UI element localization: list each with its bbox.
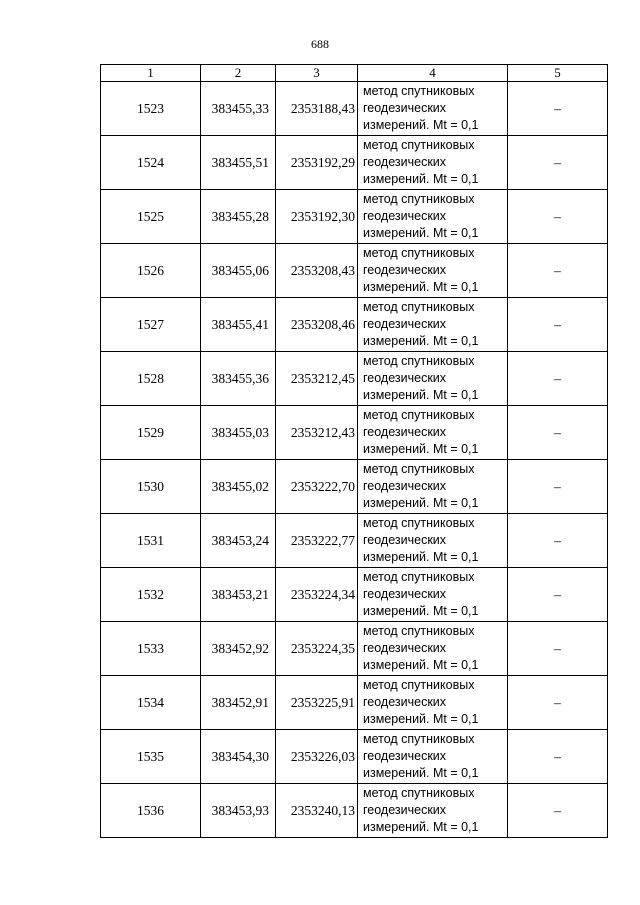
x-coordinate-cell: 383455,36 [201,352,276,406]
method-line: геодезических [363,155,447,169]
method-cell [358,568,508,622]
method-line: измерений. Mt = 0,1 [363,388,479,402]
table-row [101,352,608,406]
point-number-cell: 1534 [101,676,201,730]
x-coordinate-cell: 383453,93 [201,784,276,838]
table-header-row [101,65,608,82]
point-number-cell: 1531 [101,514,201,568]
x-coordinate-cell: 383454,30 [201,730,276,784]
table-row [101,298,608,352]
method-line: измерений. Mt = 0,1 [363,496,479,510]
dash-cell: – [508,298,608,352]
method-line: измерений. Mt = 0,1 [363,118,479,132]
method-line: метод спутниковых [363,570,475,584]
dash-cell: – [508,460,608,514]
y-coordinate-cell: 2353212,45 [276,352,358,406]
method-line: метод спутниковых [363,732,475,746]
table-row [101,190,608,244]
dash-cell: – [508,190,608,244]
x-coordinate-cell: 383453,24 [201,514,276,568]
method-line: измерений. Mt = 0,1 [363,820,479,834]
point-number-cell: 1532 [101,568,201,622]
point-number-cell: 1529 [101,406,201,460]
table-row [101,622,608,676]
method-line: метод спутниковых [363,408,475,422]
dash-cell: – [508,730,608,784]
dash-cell: – [508,676,608,730]
method-line: геодезических [363,101,447,115]
x-coordinate-cell: 383455,28 [201,190,276,244]
y-coordinate-cell: 2353188,43 [276,82,358,136]
method-cell [358,352,508,406]
x-coordinate-cell: 383455,41 [201,298,276,352]
dash-cell: – [508,244,608,298]
x-coordinate-cell: 383455,02 [201,460,276,514]
y-coordinate-cell: 2353192,29 [276,136,358,190]
method-cell [358,784,508,838]
table-row [101,514,608,568]
x-coordinate-cell: 383455,51 [201,136,276,190]
method-line: геодезических [363,641,447,655]
method-line: геодезических [363,587,447,601]
x-coordinate-cell: 383452,92 [201,622,276,676]
method-line: метод спутниковых [363,786,475,800]
method-cell [358,622,508,676]
method-line: геодезических [363,371,447,385]
column-header-1: 1 [101,65,201,82]
table-row [101,730,608,784]
point-number-cell: 1535 [101,730,201,784]
method-line: геодезических [363,209,447,223]
method-cell [358,136,508,190]
method-line: метод спутниковых [363,84,475,98]
method-line: геодезических [363,749,447,763]
table-row [101,676,608,730]
y-coordinate-cell: 2353222,77 [276,514,358,568]
method-line: геодезических [363,479,447,493]
y-coordinate-cell: 2353212,43 [276,406,358,460]
y-coordinate-cell: 2353208,43 [276,244,358,298]
column-header-2: 2 [201,65,276,82]
point-number-cell: 1530 [101,460,201,514]
method-cell [358,676,508,730]
point-number-cell: 1524 [101,136,201,190]
x-coordinate-cell: 383453,21 [201,568,276,622]
method-line: измерений. Mt = 0,1 [363,226,479,240]
y-coordinate-cell: 2353225,91 [276,676,358,730]
table-row [101,460,608,514]
dash-cell: – [508,568,608,622]
point-number-cell: 1526 [101,244,201,298]
table-body [101,82,608,838]
y-coordinate-cell: 2353226,03 [276,730,358,784]
column-header-5: 5 [508,65,608,82]
x-coordinate-cell: 383455,03 [201,406,276,460]
y-coordinate-cell: 2353224,34 [276,568,358,622]
point-number-cell: 1536 [101,784,201,838]
point-number-cell: 1525 [101,190,201,244]
dash-cell: – [508,352,608,406]
table-row [101,136,608,190]
column-header-4: 4 [358,65,508,82]
table-row [101,244,608,298]
method-cell [358,730,508,784]
dash-cell: – [508,622,608,676]
method-line: метод спутниковых [363,624,475,638]
x-coordinate-cell: 383455,33 [201,82,276,136]
method-line: метод спутниковых [363,462,475,476]
point-number-cell: 1527 [101,298,201,352]
method-line: метод спутниковых [363,138,475,152]
y-coordinate-cell: 2353224,35 [276,622,358,676]
method-line: метод спутниковых [363,300,475,314]
table-row [101,82,608,136]
method-line: измерений. Mt = 0,1 [363,280,479,294]
coordinates-table [100,64,608,838]
method-line: метод спутниковых [363,516,475,530]
point-number-cell: 1528 [101,352,201,406]
table-row [101,406,608,460]
point-number-cell: 1523 [101,82,201,136]
method-line: геодезических [363,803,447,817]
dash-cell: – [508,514,608,568]
y-coordinate-cell: 2353240,13 [276,784,358,838]
method-line: измерений. Mt = 0,1 [363,550,479,564]
method-cell [358,406,508,460]
method-line: метод спутниковых [363,678,475,692]
method-line: геодезических [363,533,447,547]
table-row [101,784,608,838]
dash-cell: – [508,136,608,190]
method-line: измерений. Mt = 0,1 [363,334,479,348]
method-line: измерений. Mt = 0,1 [363,658,479,672]
y-coordinate-cell: 2353222,70 [276,460,358,514]
method-line: геодезических [363,425,447,439]
y-coordinate-cell: 2353208,46 [276,298,358,352]
method-line: метод спутниковых [363,192,475,206]
page-number: 688 [311,37,329,51]
method-line: измерений. Mt = 0,1 [363,172,479,186]
y-coordinate-cell: 2353192,30 [276,190,358,244]
dash-cell: – [508,784,608,838]
method-line: измерений. Mt = 0,1 [363,712,479,726]
x-coordinate-cell: 383455,06 [201,244,276,298]
x-coordinate-cell: 383452,91 [201,676,276,730]
method-line: геодезических [363,317,447,331]
method-line: геодезических [363,263,447,277]
dash-cell: – [508,406,608,460]
method-line: геодезических [363,695,447,709]
method-cell [358,190,508,244]
column-header-3: 3 [276,65,358,82]
method-line: метод спутниковых [363,354,475,368]
method-line: метод спутниковых [363,246,475,260]
method-cell [358,460,508,514]
table-row [101,568,608,622]
dash-cell: – [508,82,608,136]
method-line: измерений. Mt = 0,1 [363,604,479,618]
method-line: измерений. Mt = 0,1 [363,442,479,456]
point-number-cell: 1533 [101,622,201,676]
method-cell [358,514,508,568]
method-cell [358,244,508,298]
method-cell [358,82,508,136]
method-line: измерений. Mt = 0,1 [363,766,479,780]
method-cell [358,298,508,352]
